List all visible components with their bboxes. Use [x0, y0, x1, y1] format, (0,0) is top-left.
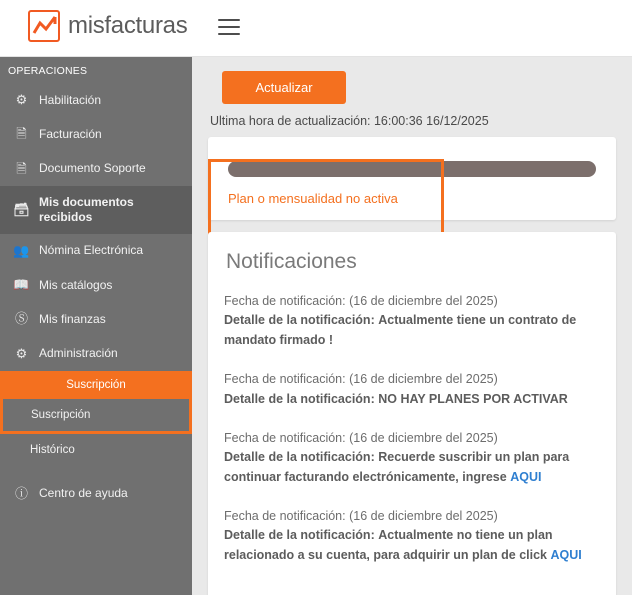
- sidebar-item-label: Administración: [39, 346, 118, 361]
- gears-icon: ⚙: [15, 92, 28, 107]
- sidebar-item-label: Facturación: [39, 126, 102, 141]
- sidebar-item-historico[interactable]: [0, 434, 192, 466]
- sidebar-item-facturacion[interactable]: [0, 117, 192, 151]
- plan-status-card: [208, 137, 616, 220]
- sidebar-item-label: Nómina Electrónica: [39, 243, 144, 258]
- sidebar-item-documento-soporte[interactable]: [0, 152, 192, 186]
- plan-progress-bar: [228, 161, 596, 177]
- sidebar: [0, 57, 192, 595]
- document-icon: 🗎: [16, 126, 27, 142]
- sidebar-item-suscripcion-header[interactable]: Suscripción: [0, 371, 192, 399]
- sidebar-item-label: Mis catálogos: [39, 277, 113, 292]
- notification-date: Fecha de notificación: (16 de diciembre del 2025): [224, 372, 498, 387]
- brand-name: misfacturas: [68, 12, 188, 39]
- notification-link[interactable]: AQUI: [510, 469, 542, 484]
- list-item: [224, 429, 600, 487]
- notification-date: Fecha de notificación: (16 de diciembre del 2025): [224, 430, 498, 445]
- notification-detail-label: Detalle de la notificación:: [224, 450, 375, 465]
- notification-detail-text: Recuerde suscribir un plan para continuar facturando electrónicamente, ingrese: [224, 450, 570, 484]
- sidebar-section-title: OPERACIONES: [8, 65, 88, 77]
- plan-status-text: Plan o mensualidad no activa: [228, 191, 398, 206]
- orange-chart-logo-icon: [28, 10, 60, 42]
- notification-detail-label: Detalle de la notificación:: [224, 313, 375, 328]
- sidebar-item-label: Documento Soporte: [39, 161, 146, 176]
- sidebar-item-administracion[interactable]: [0, 337, 192, 371]
- sidebar-subitem-label: Histórico: [30, 444, 75, 457]
- top-bar: [0, 0, 632, 57]
- sidebar-item-label: Mis documentos recibidos: [39, 194, 134, 224]
- sidebar-item-suscripcion[interactable]: [3, 399, 189, 431]
- list-item: [224, 370, 600, 409]
- notifications-title: Notificaciones: [226, 250, 357, 273]
- list-item: [224, 507, 600, 565]
- sidebar-subitem-label: Suscripción: [31, 408, 91, 421]
- notification-date: Fecha de notificación: (16 de diciembre del 2025): [224, 509, 498, 523]
- sidebar-item-label: Habilitación: [39, 92, 102, 107]
- sidebar-item-mis-catalogos[interactable]: [0, 268, 192, 302]
- notification-date: Fecha de notificación: (16 de diciembre del 2025): [224, 294, 498, 308]
- last-update-text: Ultima hora de actualización: 16:00:36 16/12/2025: [210, 114, 489, 128]
- hamburger-menu-icon[interactable]: [216, 14, 242, 40]
- dollar-circle-icon: Ⓢ: [14, 311, 28, 327]
- settings-people-icon: ⚙: [15, 345, 28, 361]
- sidebar-subscription-submenu: [0, 399, 192, 434]
- notification-link[interactable]: AQUI: [550, 547, 582, 562]
- notification-detail-label: Detalle de la notificación:: [224, 528, 375, 543]
- refresh-button[interactable]: Actualizar: [222, 71, 346, 104]
- sidebar-item-habilitacion[interactable]: [0, 83, 192, 117]
- document-icon: 🗎: [16, 160, 27, 176]
- book-icon: 📖: [13, 277, 30, 292]
- notification-detail-text: Actualmente tiene un contrato de mandato firmado !: [224, 313, 577, 347]
- sidebar-item-label: Mis finanzas: [39, 311, 106, 326]
- notification-detail-label: Detalle de la notificación:: [224, 391, 375, 406]
- sidebar-item-mis-documentos-recibidos[interactable]: [0, 186, 192, 234]
- sidebar-item-nomina-electronica[interactable]: [0, 234, 192, 268]
- people-icon: 👥: [13, 242, 30, 258]
- list-item: [224, 292, 600, 350]
- sidebar-item-mis-finanzas[interactable]: [0, 302, 192, 336]
- notification-detail-text: NO HAY PLANES POR ACTIVAR: [378, 391, 568, 406]
- info-circle-icon: ⓘ: [14, 485, 28, 501]
- notification-detail-text: Actualmente no tiene un plan relacionado a su cuenta, para adquirir un plan de click: [224, 528, 553, 562]
- sidebar-item-label: Centro de ayuda: [39, 486, 128, 501]
- brand: [28, 10, 187, 42]
- inbox-icon: 🗃: [13, 201, 30, 217]
- notifications-card: [208, 232, 616, 595]
- main-content: [192, 57, 632, 595]
- sidebar-item-centro-de-ayuda[interactable]: [0, 477, 192, 511]
